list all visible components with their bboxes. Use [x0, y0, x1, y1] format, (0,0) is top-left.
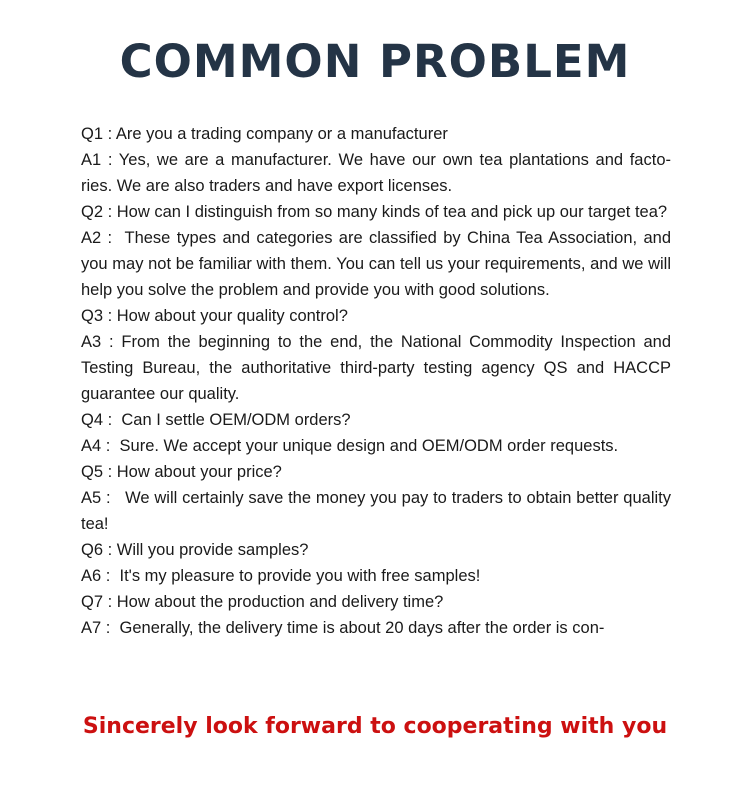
page-title: COMMON PROBLEM [119, 35, 631, 88]
faq-answer: A2 : These types and categories are classified by China Tea Association, and you may not be familiar with them. You can tell us your requirements, and we will help you solve the problem and provide you with good solutions. [81, 229, 676, 299]
faq-question: Q7 : How about the production and delivery time? [81, 593, 444, 611]
closing-message: Sincerely look forward to cooperating with you [82, 714, 668, 739]
faq-answer: A3 : From the beginning to the end, the National Commodity Inspection and Testing Bureau, the authoritative third-party testing agency QS and HACCP guarantee our quality. [81, 333, 676, 403]
faq-list [81, 121, 676, 641]
faq-answer: A5 : We will certainly save the money you pay to traders to obtain better quality tea! [81, 489, 676, 533]
faq-answer: A1 : Yes, we are a manufacturer. We have our own tea plantations and facto-ries. We are also traders and have export licenses. [81, 151, 671, 195]
faq-question: Q6 : Will you provide samples? [81, 541, 309, 559]
faq-answer: A7 : Generally, the delivery time is about 20 days after the order is con- [81, 619, 605, 637]
faq-question: Q2 : How can I distinguish from so many kinds of tea and pick up our target tea? [81, 203, 668, 221]
faq-question: Q5 : How about your price? [81, 463, 282, 481]
faq-answer: A4 : Sure. We accept your unique design and OEM/ODM order requests. [81, 437, 619, 455]
faq-question: Q3 : How about your quality control? [81, 307, 348, 325]
faq-question: Q1 : Are you a trading company or a manufacturer [81, 125, 448, 143]
faq-answer: A6 : It's my pleasure to provide you with free samples! [81, 567, 481, 585]
faq-question: Q4 : Can I settle OEM/ODM orders? [81, 411, 351, 429]
